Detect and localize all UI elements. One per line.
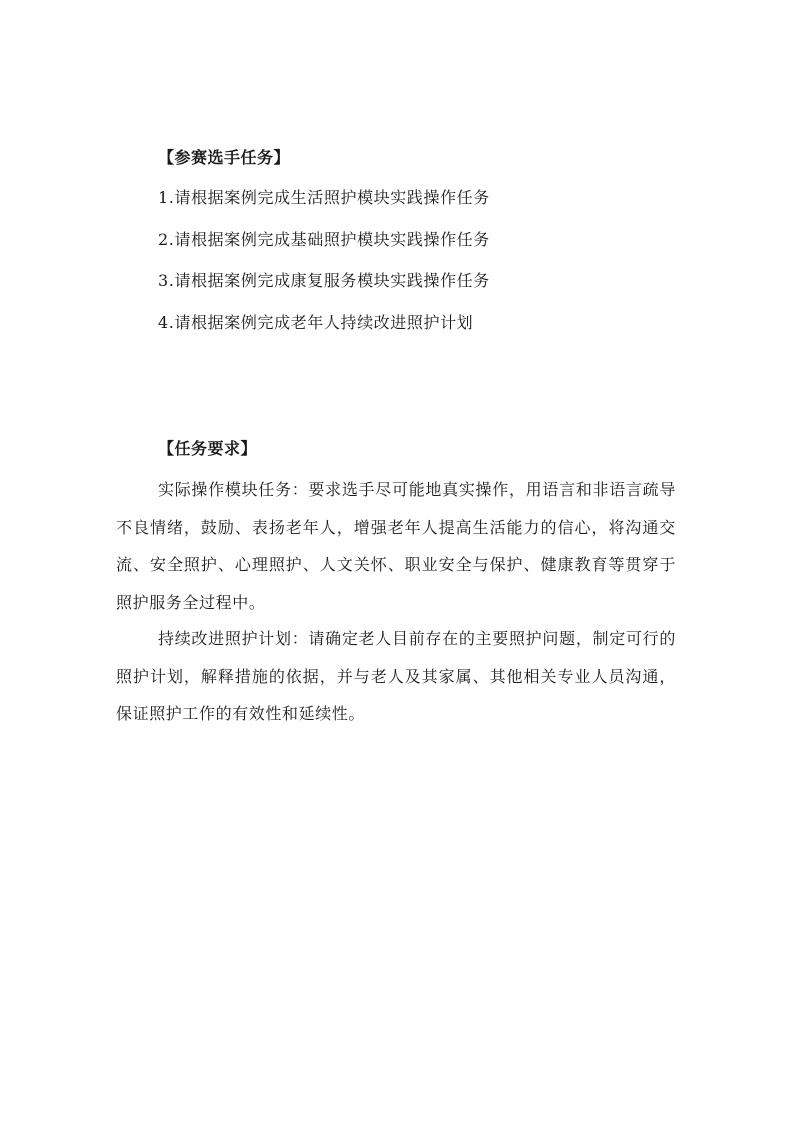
requirement-paragraph-practical: 实际操作模块任务：要求选手尽可能地真实操作，用语言和非语言疏导不良情绪，鼓励、表扬老年人，增强老年人提高生活能力的信心，将沟通交流、安全照护、心理照护、人文关怀、职业安全与保护、健康教育等贯穿于照护服务全过程中。 — [116, 480, 676, 612]
task-item-2: 2.请根据案例完成基础照护模块实践操作任务 — [158, 229, 490, 249]
task-list — [158, 188, 490, 354]
participant-tasks-heading: 【参赛选手任务】 — [158, 148, 291, 167]
task-item-3: 3.请根据案例完成康复服务模块实践操作任务 — [158, 271, 490, 290]
requirement-paragraph-care-plan: 持续改进照护计划：请确定老人目前存在的主要照护问题，制定可行的照护计划，解释措施的依据，并与老人及其家属、其他相关专业人员沟通，保证照护工作的有效性和延续性。 — [116, 629, 676, 723]
requirement-block-practical — [116, 471, 676, 621]
task-requirements-heading: 【任务要求】 — [158, 439, 258, 458]
task-item-4: 4.请根据案例完成老年人持续改进照护计划 — [158, 312, 474, 332]
task-item-1: 1.请根据案例完成生活照护模块实践操作任务 — [158, 188, 490, 207]
requirement-block-care-plan — [116, 620, 676, 733]
